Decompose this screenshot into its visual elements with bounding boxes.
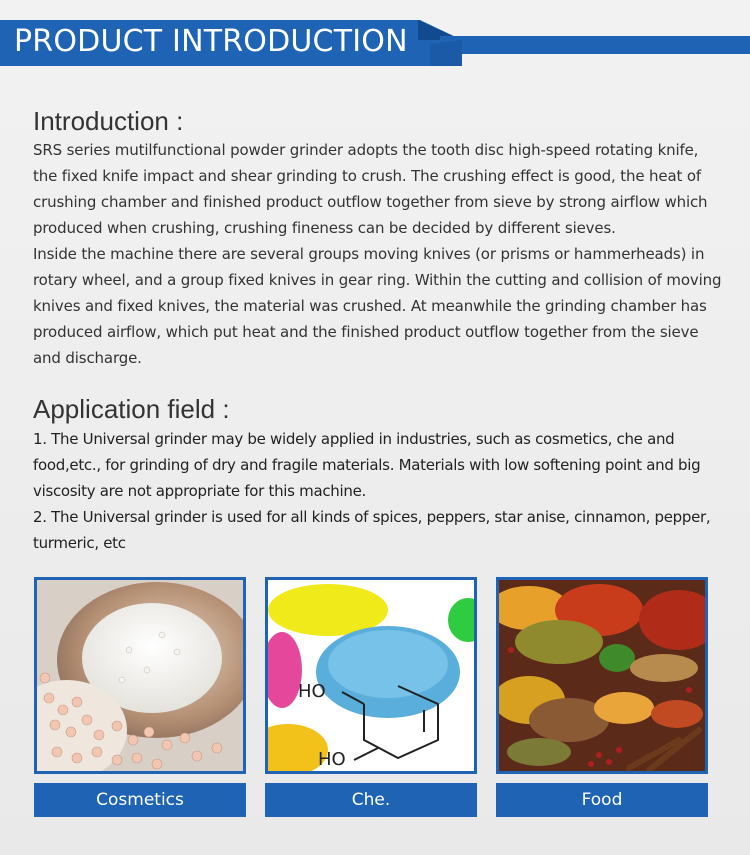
application-text bbox=[33, 426, 723, 556]
card-cosmetics bbox=[34, 577, 246, 817]
cosmetics-image bbox=[34, 577, 246, 774]
application-heading: Application field : bbox=[33, 394, 230, 424]
introduction-paragraph-2: Inside the machine there are several groups moving knives (or prisms or hammerheads) in rotary wheel, and a group fixed knives in gear ring. Within the cutting and collision of moving knives and fixed knives, the material was crushed. At meanwhile the grinding chamber has produced airflow, which put heat and the finished product outflow together from the sieve and discharge. bbox=[33, 245, 722, 367]
card-label-cosmetics: Cosmetics bbox=[34, 783, 246, 817]
card-label-chemical: Che. bbox=[265, 783, 477, 817]
chem-label-top: HO bbox=[298, 681, 326, 702]
introduction-paragraph-1: SRS series mutilfunctional powder grinder adopts the tooth disc high-speed rotating knife, the fixed knife impact and shear grinding to crush. The crushing effect is good, the heat of crushing chamber and finished product outflow together from sieve by strong airflow which produced when crushing, crushing fineness can be decided by different sieves. bbox=[33, 141, 708, 237]
chemical-image bbox=[265, 577, 477, 774]
application-item-2: 2. The Universal grinder is used for all kinds of spices, peppers, star anise, cinnamon, pepper, turmeric, etc bbox=[33, 508, 711, 552]
introduction-heading: Introduction : bbox=[33, 106, 184, 136]
card-food bbox=[496, 577, 708, 817]
chem-label-bottom: HO bbox=[318, 749, 346, 770]
banner-title: PRODUCT INTRODUCTION bbox=[14, 24, 408, 59]
card-chemical bbox=[265, 577, 477, 817]
introduction-text bbox=[33, 137, 723, 371]
card-label-food: Food bbox=[496, 783, 708, 817]
header-banner bbox=[0, 0, 750, 80]
application-item-1: 1. The Universal grinder may be widely applied in industries, such as cosmetics, che and food,etc., for grinding of dry and fragile materials. Materials with low softening point and big viscosity are not appropriate for this machine. bbox=[33, 430, 701, 500]
food-image bbox=[496, 577, 708, 774]
